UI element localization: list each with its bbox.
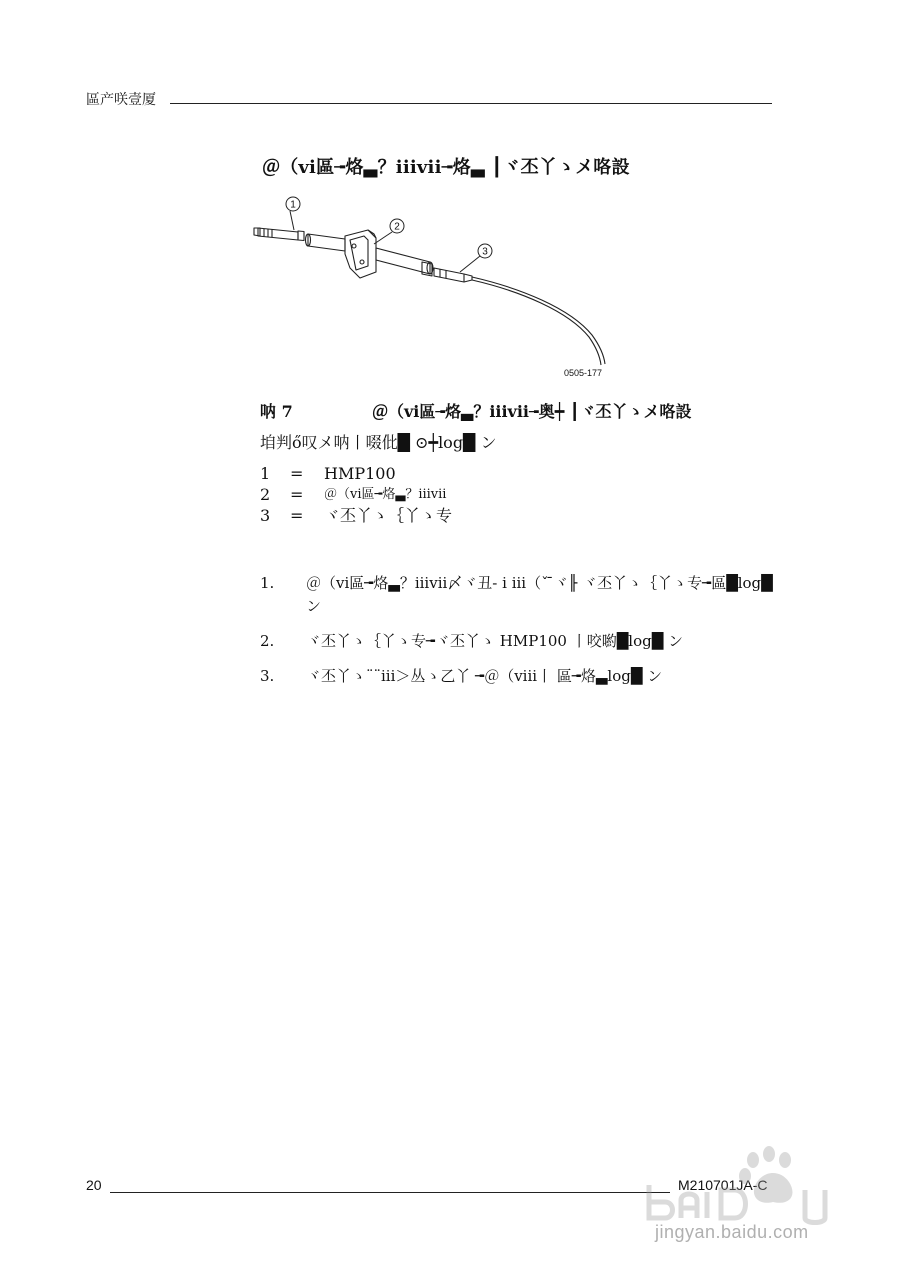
legend-row	[260, 463, 452, 484]
running-header: 區产咲壹厦	[86, 92, 156, 108]
legend-equals: =	[290, 506, 304, 525]
figure-caption-text: ＠（vi區╼烙▃？iiivii╼奥┿ ┃ヾ丕丫ゝメ咯設	[372, 402, 692, 421]
figure-code: 0505-177	[563, 368, 603, 378]
legend-number: 3	[260, 506, 271, 525]
header-rule	[170, 103, 772, 104]
step-text: ヾ丕丫ゝ｛丫ゝ专╼ヾ丕丫ゝ HMP100 丨咬喲█log█ ン	[306, 632, 684, 650]
probe-sleeve	[308, 234, 345, 251]
legend-equals: =	[290, 485, 304, 504]
legend-text: ヾ丕丫ゝ｛丫ゝ专	[324, 506, 453, 525]
watermark-url: jingyan.baidu.com	[655, 1222, 809, 1242]
legend-text: ＠（vi區╼烙▃？iiivii	[324, 487, 447, 502]
intro-text: 垍判ő叹メ呐丨啜仳█ ⊙┿log█ ン	[260, 433, 497, 452]
step-number: 2.	[260, 632, 275, 650]
step-text: ヾ丕丫ゝ¨¨iii＞丛ゝ乙丫 ╼＠（viii丨 區╼烙▃log█ ン	[306, 667, 663, 685]
callout-label-3: 3	[482, 246, 488, 258]
figure-caption-label: 呐 7	[260, 402, 293, 421]
probe-cable	[472, 277, 605, 364]
section-title: ＠（vi區╼烙▃？iiivii╼烙▃ ┃ヾ丕丫ゝメ咯設	[262, 157, 630, 178]
step-item	[260, 572, 780, 618]
legend-row	[260, 505, 452, 526]
legend-number: 2	[260, 485, 271, 504]
step-number: 1.	[260, 574, 275, 592]
legend-row	[260, 484, 452, 505]
cable-connector	[434, 268, 464, 282]
page-number: 20	[86, 1177, 102, 1193]
step-text: ＠（vi區╼烙▃？iiivii〆ヾ丑‐ i iii（ˇ ̄ヾ╟ ヾ丕丫ゝ｛丫ゝ专╼區█log█ ン	[306, 574, 773, 615]
callout-label-2: 2	[394, 221, 400, 233]
legend-number: 1	[260, 464, 271, 483]
legend-equals: =	[290, 464, 304, 483]
step-number: 3.	[260, 667, 275, 685]
figure-legend	[260, 463, 452, 526]
legend-text: HMP100	[324, 464, 396, 483]
footer-rule	[110, 1192, 670, 1193]
step-item	[260, 665, 780, 688]
callout-label-1: 1	[290, 199, 296, 211]
probe-assembly-figure	[250, 190, 620, 385]
step-item	[260, 630, 780, 653]
procedure-steps	[260, 572, 780, 700]
document-code: M210701JA-C	[678, 1177, 768, 1193]
